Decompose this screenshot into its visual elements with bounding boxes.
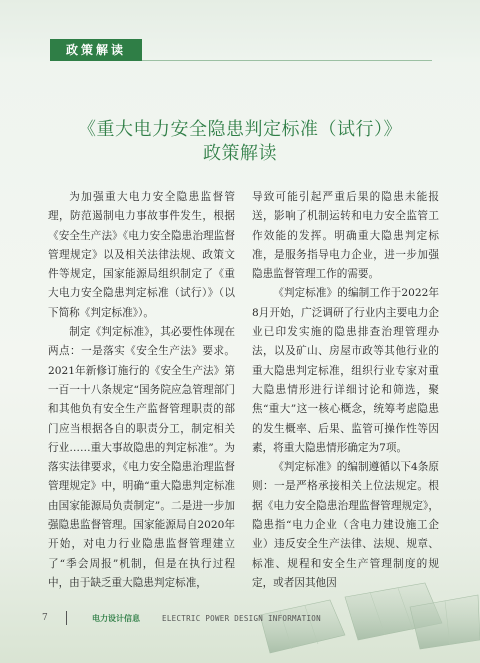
paragraph: 《判定标准》的编制工作于2022年8月开始，广泛调研了行业内主要电力企业已印发实施的隐患排查治理管理办法，以及矿山、房屋市政等其他行业的重大隐患判定标准，组织行业专家对重大隐患情形进行详细讨论和筛选，聚焦“重大”这一核心概念，统筹考虑隐患的发生概率、后果、监管可操作性等因素，将重大隐患情形确定为7项。 xyxy=(252,287,439,454)
left-column xyxy=(48,188,235,593)
section-tag: 政策解读 xyxy=(50,39,142,61)
article-title-line2: 政策解读 xyxy=(203,143,277,164)
paragraph: 《判定标准》的编制遵循以下4条原则：一是严格承接相关上位法规定。根据《电力安全隐患治理监督管理规定》，隐患指“电力企业（含电力建设施工企业）违反安全生产法律、法规、规章、标准、规程和安全生产管理制度的规定，或者因其他因 xyxy=(252,461,439,589)
paragraph: 为加强重大电力安全隐患监督管理，防范遏制电力事故事件发生，根据《安全生产法》《电力安全隐患治理监督管理规定》以及相关法律法规、政策文件等规定，国家能源局组织制定了《重大电力安全隐患判定标准（试行）》（以下简称《判定标准》）。 xyxy=(48,191,235,319)
article-title xyxy=(60,118,420,166)
magazine-name-en: ELECTRIC POWER DESIGN INFORMATION xyxy=(162,614,321,623)
paragraph: 制定《判定标准》，其必要性体现在两点：一是落实《安全生产法》要求。2021年新修订施行的《安全生产法》第一百一十八条规定“国务院应急管理部门和其他负有安全生产监督管理职责的部门应当根据各自的职责分工，制定相关行业……重大事故隐患的判定标准”。为落实法律要求，《电力安全隐患治理监督管理规定》中，明确“重大隐患判定标准由国家能源局负责制定”。二是进一步加强隐患监督管理。国家能源局自2020年开始，对电力行业隐患监督管理建立了“季会周报”机制，但是在执行过程中，由于缺乏重大隐患判定标准， xyxy=(48,326,235,589)
footer-divider xyxy=(66,611,67,625)
page-number: 7 xyxy=(42,613,48,623)
magazine-name-cn: 电力设计信息 xyxy=(92,614,140,623)
header-rule xyxy=(142,60,432,61)
right-column xyxy=(252,188,439,593)
article-title-line1: 《重大电力安全隐患判定标准（试行）》 xyxy=(78,119,402,140)
paragraph: 导致可能引起严重后果的隐患未能报送，影响了机制运转和电力安全监管工作效能的发挥。明确重大隐患判定标准，是服务指导电力企业，进一步加强隐患监督管理工作的需要。 xyxy=(252,191,439,281)
page-footer xyxy=(0,603,480,643)
